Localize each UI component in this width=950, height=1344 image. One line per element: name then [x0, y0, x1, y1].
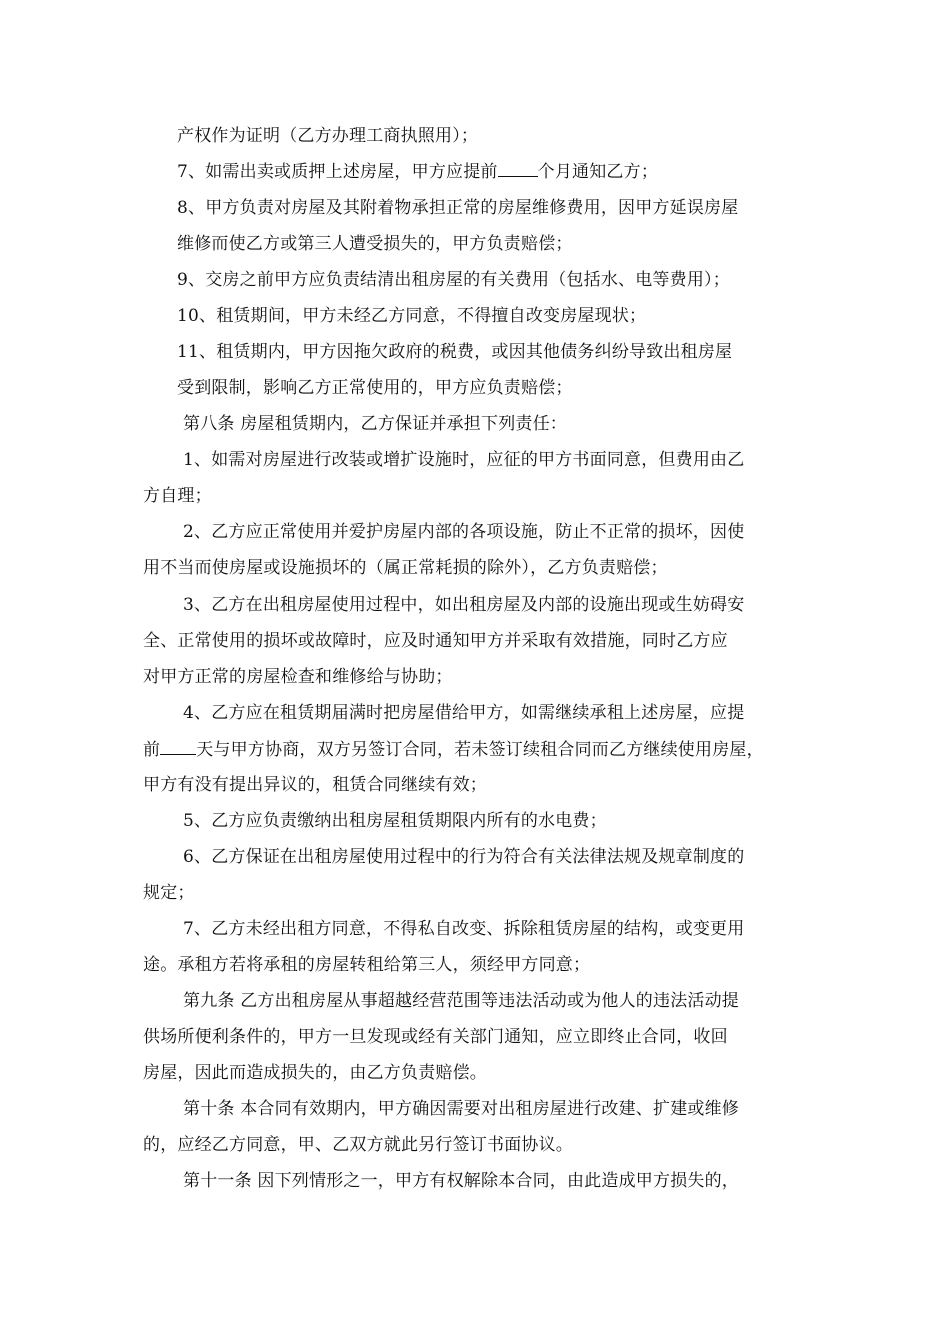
text-line: 11、租赁期内，甲方因拖欠政府的税费，或因其他债务纠纷导致出租房屋 — [177, 342, 733, 362]
section-heading: 第九条 乙方出租房屋从事超越经营范围等违法活动或为他人的违法活动提 — [183, 991, 740, 1011]
text-line: 产权作为证明（乙方办理工商执照用）； — [177, 126, 479, 146]
text-line: 的，应经乙方同意，甲、乙双方就此另行签订书面协议。 — [143, 1135, 573, 1155]
section-heading: 第十一条 因下列情形之一，甲方有权解除本合同，由此造成甲方损失的， — [183, 1171, 740, 1191]
text-line: 对甲方正常的房屋检查和维修给与协助； — [143, 667, 453, 687]
section-heading: 第八条 房屋租赁期内，乙方保证并承担下列责任： — [183, 414, 568, 434]
text-line: 6、乙方保证在出租房屋使用过程中的行为符合有关法律法规及规章制度的 — [183, 847, 745, 867]
text-line: 3、乙方在出租房屋使用过程中，如出租房屋及内部的设施出现或生妨碍安 — [183, 595, 745, 615]
text-segment: 天与甲方协商，双方另签订合同，若未签订续租合同而乙方继续使用房屋， — [196, 740, 764, 760]
text-line: 方自理； — [143, 486, 212, 506]
fill-blank — [498, 160, 538, 177]
text-line: 2、乙方应正常使用并爱护房屋内部的各项设施，防止不正常的损坏，因使 — [183, 522, 745, 542]
text-line — [177, 160, 658, 183]
text-line: 9、交房之前甲方应负责结清出租房屋的有关费用（包括水、电等费用）； — [177, 270, 730, 290]
text-line: 8、甲方负责对房屋及其附着物承担正常的房屋维修费用，因甲方延误房屋 — [177, 198, 739, 218]
text-line: 用不当而使房屋或设施损坏的（属正常耗损的除外），乙方负责赔偿； — [143, 558, 668, 578]
text-line: 4、乙方应在租赁期届满时把房屋借给甲方，如需继续承租上述房屋，应提 — [183, 703, 745, 723]
text-line: 房屋，因此而造成损失的，由乙方负责赔偿。 — [143, 1063, 487, 1083]
text-line — [143, 738, 764, 761]
text-segment: 7、如需出卖或质押上述房屋，甲方应提前 — [177, 162, 498, 182]
fill-blank — [160, 738, 196, 755]
text-segment: 个月通知乙方； — [537, 162, 659, 182]
text-line: 5、乙方应负责缴纳出租房屋租赁期限内所有的水电费； — [183, 811, 607, 831]
text-line: 7、乙方未经出租方同意，不得私自改变、拆除租赁房屋的结构，或变更用 — [183, 919, 745, 939]
text-line: 维修而使乙方或第三人遭受损失的，甲方负责赔偿； — [177, 234, 573, 254]
section-heading: 第十条 本合同有效期内，甲方确因需要对出租房屋进行改建、扩建或维修 — [183, 1099, 740, 1119]
text-line: 甲方有没有提出异议的，租赁合同继续有效； — [143, 775, 487, 795]
text-line: 全、正常使用的损坏或故障时，应及时通知甲方并采取有效措施，同时乙方应 — [143, 631, 728, 651]
text-line: 供场所便利条件的，甲方一旦发现或经有关部门通知，应立即终止合同，收回 — [143, 1027, 728, 1047]
text-line: 途。承租方若将承租的房屋转租给第三人，须经甲方同意； — [143, 955, 591, 975]
text-line: 1、如需对房屋进行改装或增扩设施时，应征的甲方书面同意，但费用由乙 — [183, 450, 745, 470]
text-segment: 前 — [143, 740, 161, 760]
text-line: 规定； — [143, 883, 195, 903]
text-line: 受到限制，影响乙方正常使用的，甲方应负责赔偿； — [177, 378, 573, 398]
text-line: 10、租赁期间，甲方未经乙方同意，不得擅自改变房屋现状； — [177, 306, 647, 326]
